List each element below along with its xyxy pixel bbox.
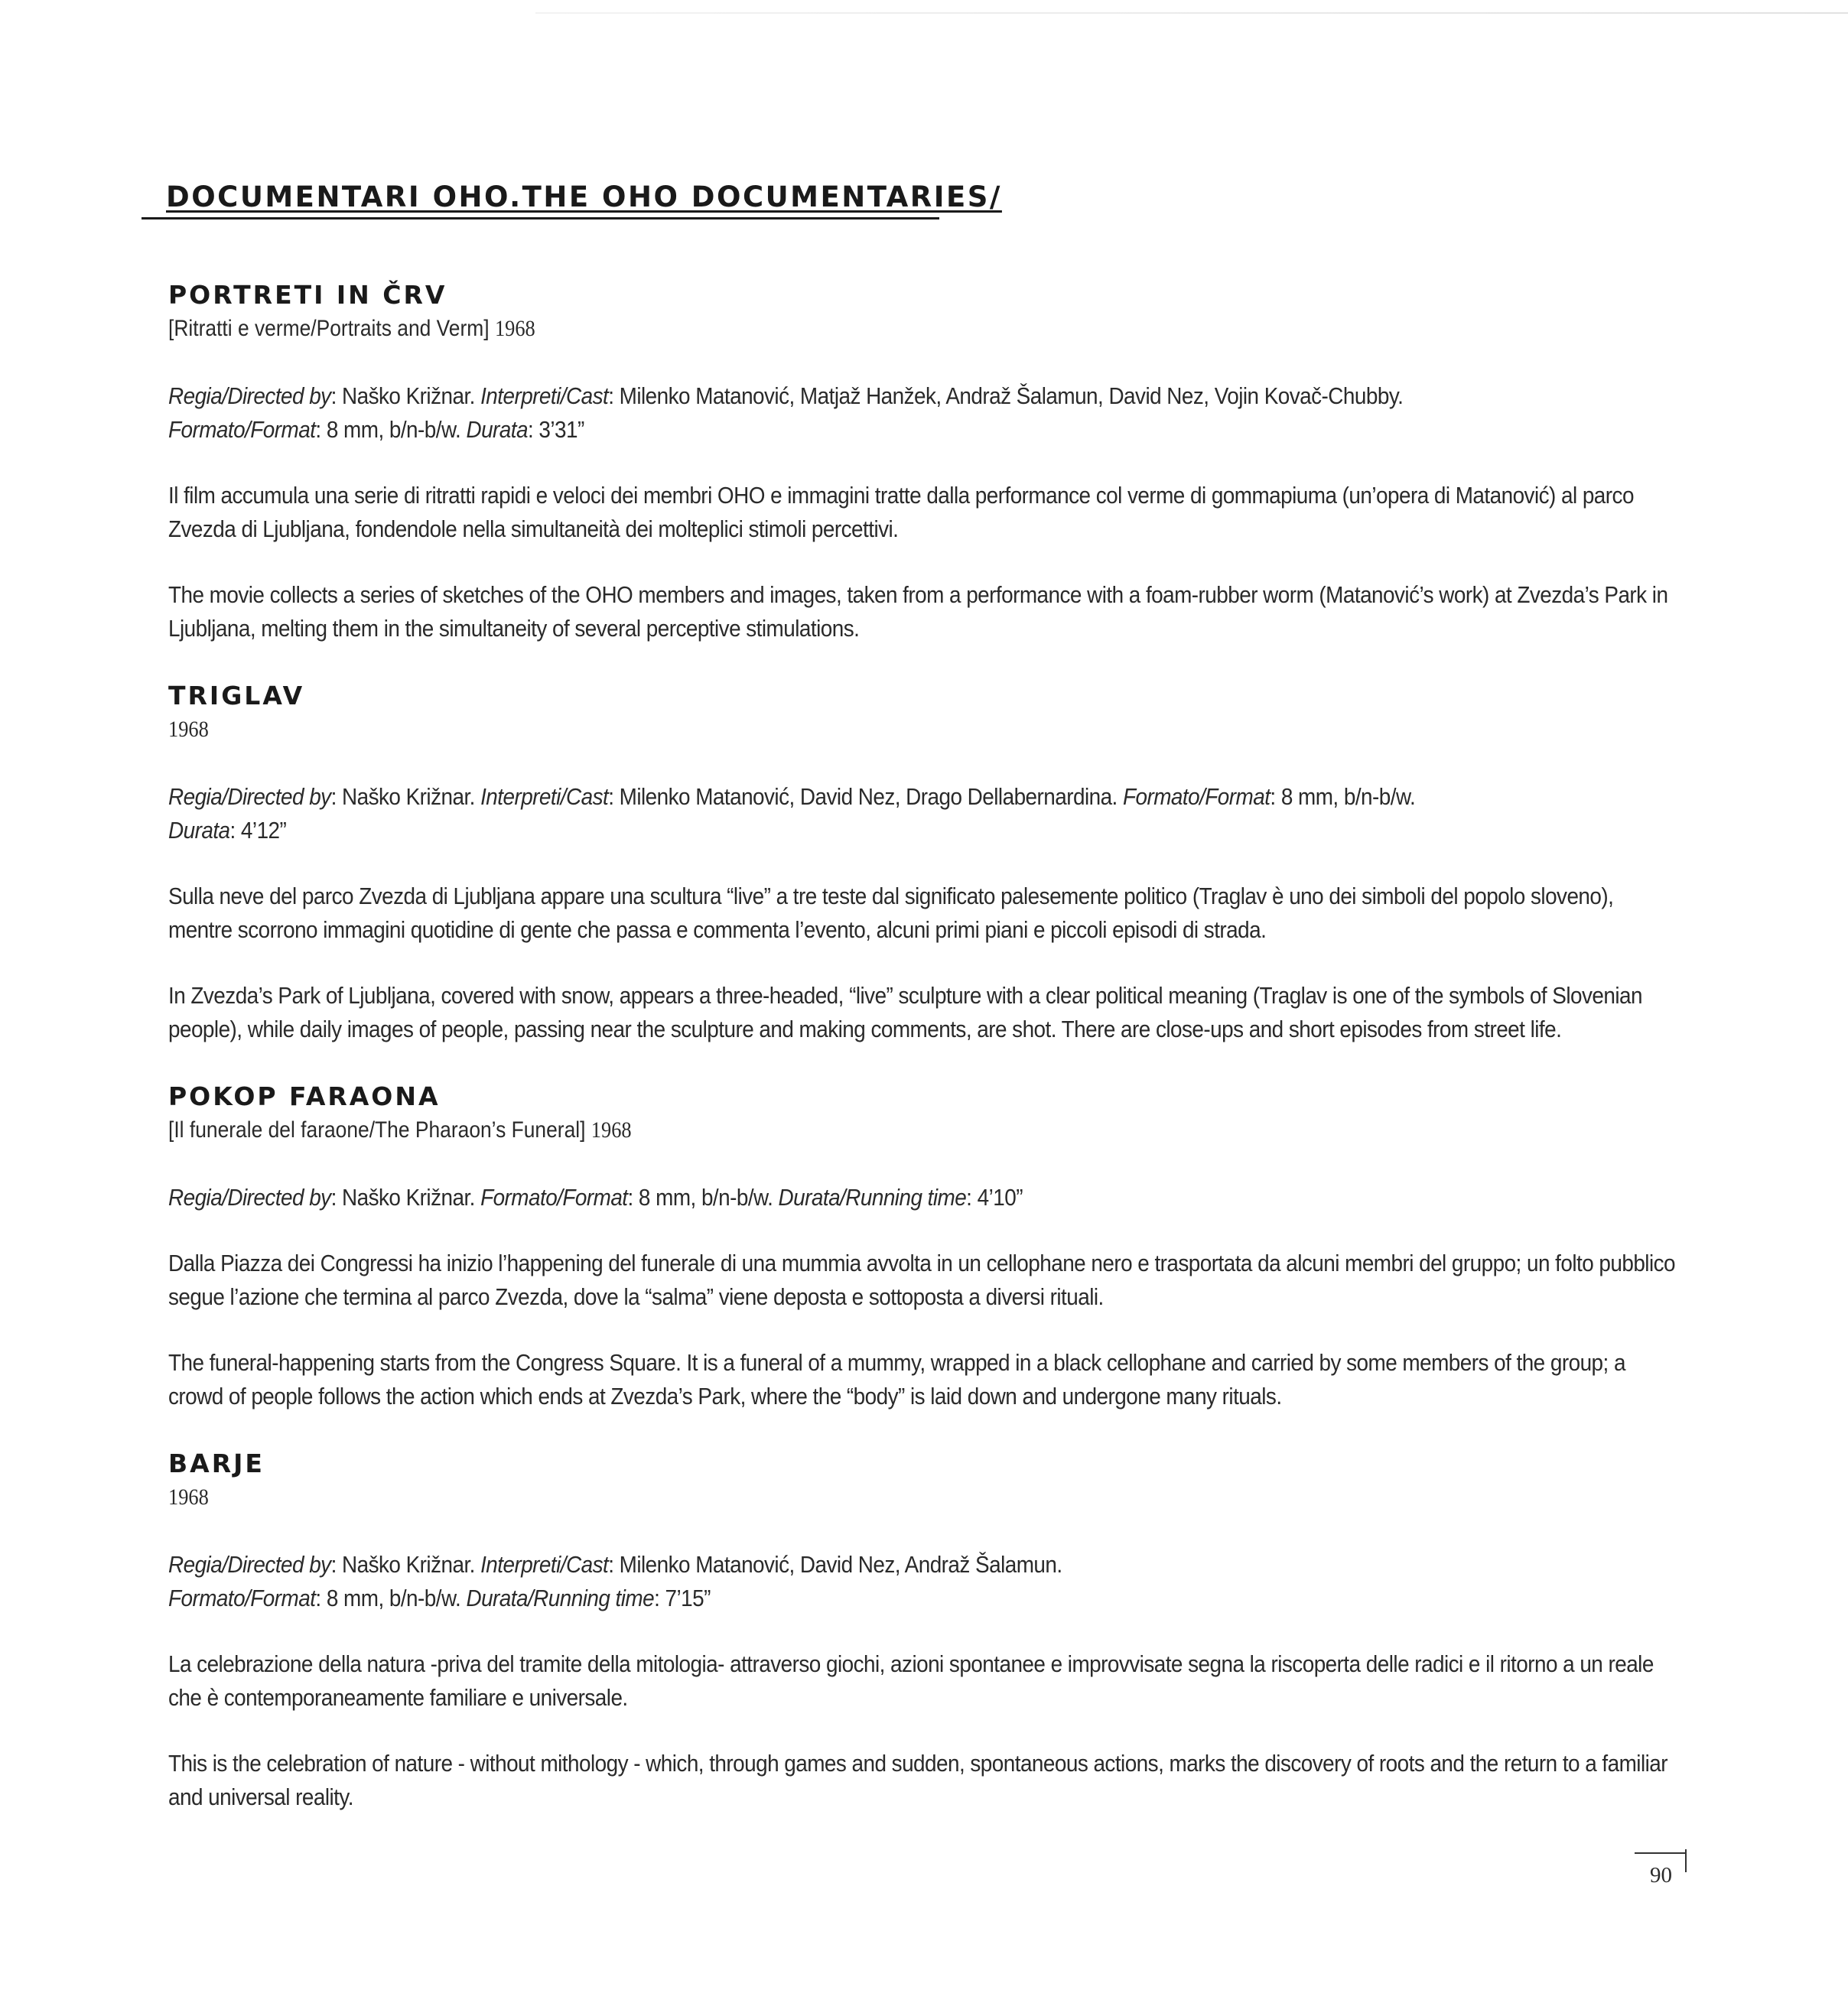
film-description-english: The funeral-happening starts from the Congress Square. It is a funeral of a mummy, wrapped in a black cellophane and carried by some members of the group; a crowd of people follows the action which ends at Zvezda’s Park, where the “body” is laid down and undergone many rituals. — [168, 1349, 1625, 1410]
film-title: BARJE — [168, 1449, 265, 1478]
film-credits — [168, 1181, 1683, 1214]
film-year: 1968 — [168, 1484, 209, 1510]
credit-label: Durata/Running time — [778, 1184, 967, 1211]
credit-value: : 8 mm, b/n-b/w. — [627, 1184, 779, 1211]
film-entry-portreti-in-crv — [168, 278, 1690, 645]
credit-value: : 7’15” — [654, 1585, 711, 1611]
credit-label: Formato/Format — [168, 416, 316, 443]
film-year: 1968 — [591, 1117, 632, 1143]
film-subtitle — [168, 312, 1508, 346]
film-credits — [168, 379, 1683, 447]
film-entry-pokop-faraona — [168, 1080, 1690, 1413]
credit-label: Interpreti/Cast — [480, 1551, 609, 1578]
credit-label: Regia/Directed by — [168, 783, 331, 810]
credit-label: Interpreti/Cast — [480, 783, 609, 810]
film-description-italian: Dalla Piazza dei Congressi ha inizio l’happening del funerale di una mummia avvolta in un cellophane nero e trasportata da alcuni membri del gruppo; un folto pubblico segue l’azione che termina al parco Zvezda, dove la “salma” viene deposta e sottoposta a diversi rituali. — [168, 1250, 1676, 1310]
credit-value: : 8 mm, b/n-b/w. — [1270, 783, 1416, 810]
document-header — [142, 180, 1002, 223]
film-description-italian: Sulla neve del parco Zvezda di Ljubljana appare una scultura “live” a tre teste dal significato palesemente politico (Traglav è uno dei simboli del popolo sloveno), mentre scorrono immagini quotidine di gente che passa e commenta l’evento, alcuni primi piani e piccoli episodi di strada. — [168, 883, 1614, 943]
credit-value: : Milenko Matanović, David Nez, Andraž Šalamun. — [608, 1551, 1062, 1578]
page-number-rule-side — [1685, 1849, 1687, 1872]
film-credits — [168, 1548, 1683, 1615]
film-alt-title: [Ritratti e verme/Portraits and Verm] — [168, 316, 495, 341]
credit-value: : Milenko Matanović, Matjaž Hanžek, Andraž Šalamun, David Nez, Vojin Kovač-Chubby. — [608, 382, 1404, 409]
film-description-italian: Il film accumula una serie di ritratti rapidi e veloci dei membri OHO e immagini tratte dalla performance col verme di gommapiuma (un’opera di Matanović) al parco Zvezda di Ljubljana, fondendole nella simultaneità dei molteplici stimoli percettivi. — [168, 482, 1634, 542]
page-number-rule — [1635, 1852, 1685, 1854]
film-subtitle — [168, 1114, 1508, 1147]
credit-value: : Naško Križnar. — [330, 1551, 481, 1578]
credit-label: Regia/Directed by — [168, 1551, 331, 1578]
credit-value: : Naško Križnar. — [330, 382, 481, 409]
page-number: 90 — [1650, 1863, 1672, 1888]
credit-label: Regia/Directed by — [168, 382, 331, 409]
film-subtitle — [168, 713, 1508, 746]
credit-value: : Milenko Matanović, David Nez, Drago Dellabernardina. — [608, 783, 1123, 810]
credit-label: Interpreti/Cast — [480, 382, 609, 409]
credit-value: : 4’12” — [229, 817, 287, 844]
page-number-block — [1635, 1852, 1688, 1898]
film-title: PORTRETI IN ČRV — [168, 280, 447, 310]
credit-label: Durata — [466, 416, 528, 443]
credit-label: Formato/Format — [168, 1585, 316, 1611]
credit-value: : Naško Križnar. — [330, 783, 481, 810]
title-underline-rule — [142, 217, 939, 219]
credit-label: Regia/Directed by — [168, 1184, 331, 1211]
film-description-english: The movie collects a series of sketches of the OHO members and images, taken from a performance with a foam-rubber worm (Matanović’s work) at Zvezda’s Park in Ljubljana, melting them in the simultaneity of several perceptive stimulations. — [168, 581, 1668, 642]
credit-value: : 3’31” — [527, 416, 584, 443]
film-entry-barje — [168, 1447, 1690, 1814]
credit-label: Formato/Format — [1122, 783, 1270, 810]
film-description-english: In Zvezda’s Park of Ljubljana, covered with snow, appears a three-headed, “live” sculpture with a clear political meaning (Traglav is one of the symbols of Slovenian people), while daily images of people, passing near the sculpture and making comments, are shot. There are close-ups and short episodes from street life. — [168, 982, 1642, 1042]
credit-value: : 8 mm, b/n-b/w. — [315, 1585, 467, 1611]
film-description-english: This is the celebration of nature - without mithology - which, through games and sudden, spontaneous actions, marks the discovery of roots and the return to a familiar and universal reality. — [168, 1750, 1668, 1810]
main-title: DOCUMENTARI OHO.THE OHO DOCUMENTARIES/ — [166, 180, 1002, 213]
credit-label: Durata/Running time — [466, 1585, 655, 1611]
scan-edge-line — [535, 12, 1848, 14]
film-year: 1968 — [168, 717, 209, 742]
film-title: POKOP FARAONA — [168, 1081, 441, 1111]
film-entry-triglav — [168, 679, 1690, 1046]
credit-label: Durata — [168, 817, 230, 844]
film-subtitle — [168, 1481, 1508, 1514]
film-alt-title: [Il funerale del faraone/The Pharaon’s Funeral] — [168, 1117, 591, 1143]
credit-value: : 8 mm, b/n-b/w. — [315, 416, 467, 443]
film-title: TRIGLAV — [168, 681, 305, 710]
film-list — [168, 278, 1690, 1848]
film-credits — [168, 780, 1683, 847]
credit-value: : 4’10” — [966, 1184, 1023, 1211]
film-description-italian: La celebrazione della natura -priva del tramite della mitologia- attraverso giochi, azioni spontanee e improvvisate segna la riscoperta delle radici e il ritorno a un reale che è contemporaneamente familiare e universale. — [168, 1650, 1654, 1711]
credit-label: Formato/Format — [480, 1184, 628, 1211]
film-year: 1968 — [494, 316, 535, 341]
credit-value: : Naško Križnar. — [330, 1184, 481, 1211]
